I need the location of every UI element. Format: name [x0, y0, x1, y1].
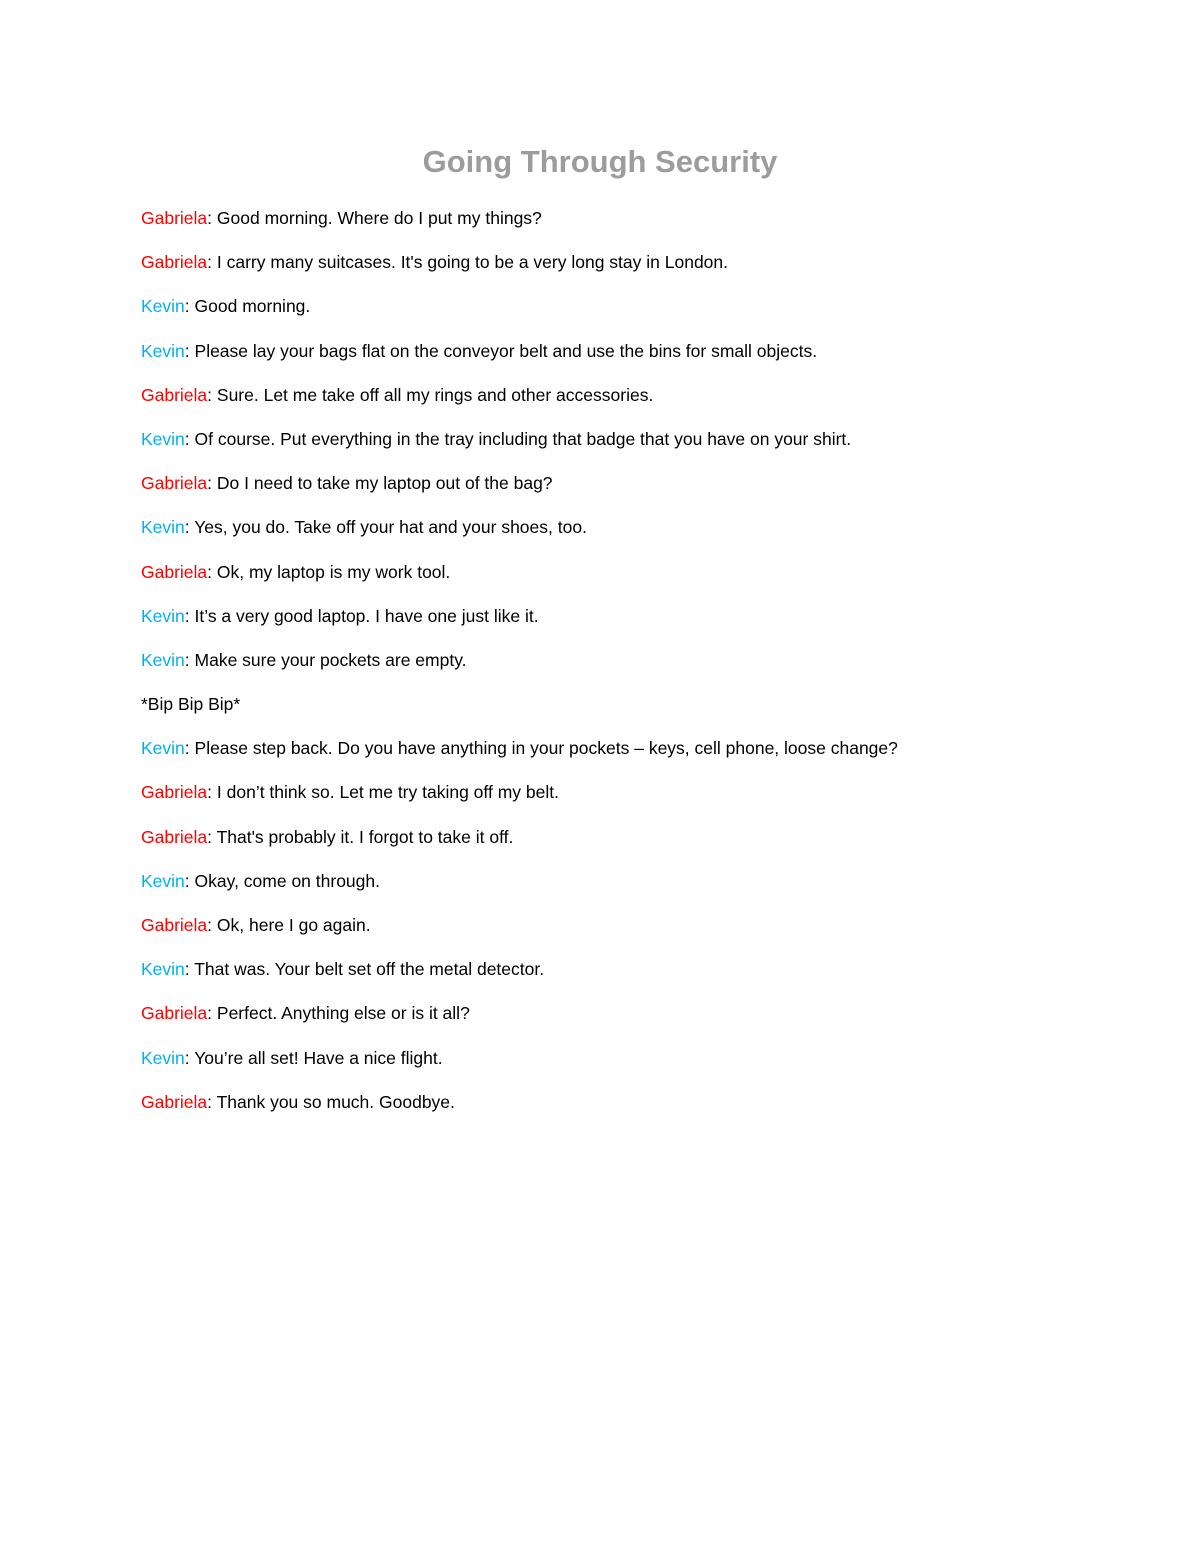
utterance-text: It’s a very good laptop. I have one just like it.	[189, 605, 539, 626]
utterance-text: Do I need to take my laptop out of the bag?	[212, 473, 553, 494]
speaker-colon: :	[207, 1003, 213, 1024]
speaker-colon: :	[207, 782, 213, 803]
speaker-colon: :	[207, 208, 213, 228]
utterance-text: Good morning. Where do I put my things?	[212, 208, 542, 228]
dialogue-line	[141, 998, 1141, 1042]
utterance-text: Good morning.	[189, 296, 311, 317]
speaker-colon: :	[184, 340, 190, 361]
dialogue-line	[141, 822, 1141, 866]
dialogue-line	[141, 601, 1141, 645]
utterance-text: I don’t think so. Let me try taking off my belt.	[212, 782, 559, 803]
speaker-name: Kevin	[141, 738, 185, 759]
dialogue-list	[141, 203, 1141, 1131]
speaker-colon: :	[207, 473, 213, 494]
dialogue-line	[141, 203, 1141, 247]
speaker-name: Gabriela	[141, 252, 208, 273]
speaker-colon: :	[207, 826, 213, 847]
utterance-text: Make sure your pockets are empty.	[189, 649, 467, 670]
dialogue-line	[141, 557, 1141, 601]
speaker-name: Kevin	[141, 959, 185, 980]
utterance-text: Thank you so much. Goodbye.	[212, 1091, 455, 1112]
stage-direction: *Bip Bip Bip*	[141, 694, 241, 715]
utterance-text: I carry many suitcases. It's going to be a very long stay in London.	[212, 252, 728, 273]
utterance-text: That's probably it. I forgot to take it off.	[212, 826, 514, 847]
speaker-colon: :	[207, 1091, 213, 1112]
dialogue-line	[141, 910, 1141, 954]
dialogue-line	[141, 468, 1141, 512]
speaker-name: Kevin	[141, 870, 185, 891]
document-title: Going Through Security	[422, 144, 778, 179]
speaker-name: Gabriela	[141, 782, 208, 803]
dialogue-line	[141, 291, 1141, 335]
speaker-colon: :	[184, 738, 190, 759]
utterance-text: Sure. Let me take off all my rings and other accessories.	[212, 384, 654, 405]
dialogue-line	[141, 689, 1141, 733]
speaker-colon: :	[184, 1047, 190, 1068]
speaker-name: Kevin	[141, 428, 185, 449]
dialogue-line	[141, 380, 1141, 424]
speaker-colon: :	[207, 384, 213, 405]
utterance-text: Please lay your bags flat on the conveyor belt and use the bins for small objects.	[189, 340, 818, 361]
dialogue-line	[141, 247, 1141, 291]
dialogue-line	[141, 866, 1141, 910]
utterance-text: Ok, here I go again.	[212, 915, 371, 935]
speaker-colon: :	[184, 649, 190, 670]
speaker-name: Gabriela	[141, 561, 208, 582]
dialogue-line	[141, 645, 1141, 689]
speaker-colon: :	[207, 915, 213, 935]
speaker-name: Kevin	[141, 296, 185, 317]
dialogue-line	[141, 1087, 1141, 1131]
speaker-name: Kevin	[141, 517, 185, 538]
dialogue-line	[141, 512, 1141, 556]
utterance-text: Ok, my laptop is my work tool.	[212, 561, 451, 582]
dialogue-line	[141, 954, 1141, 998]
utterance-text: You’re all set! Have a nice flight.	[189, 1047, 443, 1068]
utterance-text: Perfect. Anything else or is it all?	[212, 1003, 470, 1024]
utterance-text: Yes, you do. Take off your hat and your shoes, too.	[189, 517, 587, 538]
utterance-text: That was. Your belt set off the metal detector.	[189, 959, 545, 980]
dialogue-line	[141, 424, 1141, 468]
speaker-name: Kevin	[141, 605, 185, 626]
utterance-text: Of course. Put everything in the tray including that badge that you have on your shirt.	[189, 428, 852, 449]
speaker-name: Kevin	[141, 649, 185, 670]
speaker-colon: :	[207, 252, 213, 273]
dialogue-line	[141, 733, 1141, 777]
dialogue-line	[141, 336, 1141, 380]
speaker-name: Gabriela	[141, 1091, 208, 1112]
speaker-name: Gabriela	[141, 1003, 208, 1024]
dialogue-line	[141, 777, 1141, 821]
speaker-name: Gabriela	[141, 473, 208, 494]
speaker-name: Kevin	[141, 1047, 185, 1068]
utterance-text: Okay, come on through.	[189, 870, 380, 891]
speaker-colon: :	[184, 428, 190, 449]
utterance-text: Please step back. Do you have anything in your pockets – keys, cell phone, loose change?	[189, 738, 898, 759]
speaker-colon: :	[184, 517, 190, 538]
speaker-colon: :	[184, 959, 190, 980]
speaker-name: Gabriela	[141, 826, 208, 847]
speaker-colon: :	[184, 605, 190, 626]
speaker-name: Kevin	[141, 340, 185, 361]
speaker-name: Gabriela	[141, 384, 208, 405]
speaker-colon: :	[184, 870, 190, 891]
speaker-colon: :	[184, 296, 190, 317]
speaker-name: Gabriela	[141, 208, 208, 228]
dialogue-line	[141, 1043, 1141, 1087]
speaker-colon: :	[207, 561, 213, 582]
speaker-name: Gabriela	[141, 915, 208, 935]
